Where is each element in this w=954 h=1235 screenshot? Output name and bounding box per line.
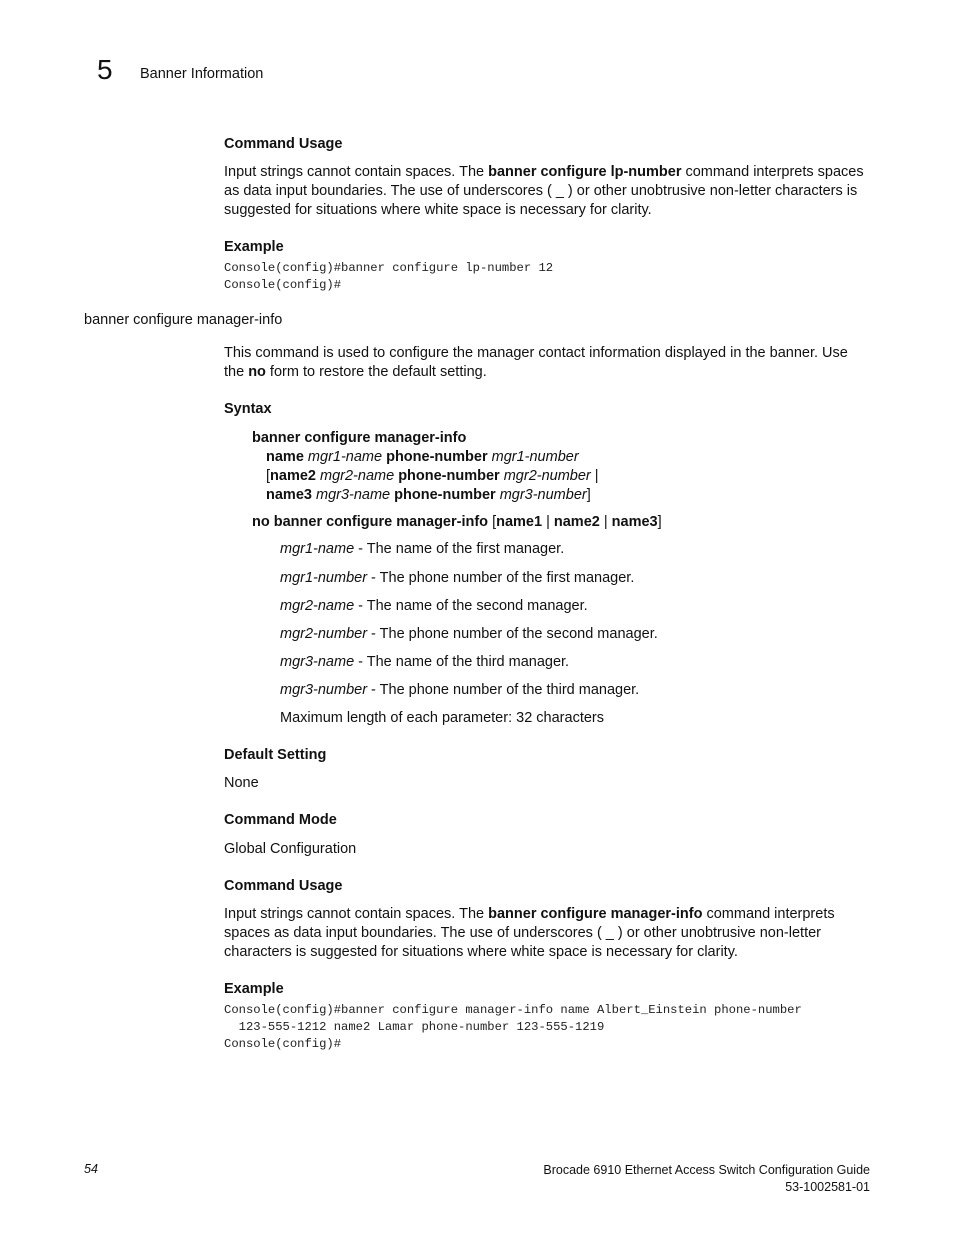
param-mgr1-name: mgr1-name - The name of the first manager. — [280, 541, 565, 557]
example-code-1: Console(config)#banner configure lp-number 12 Console(config)# — [224, 261, 554, 292]
param-mgr3-number: mgr3-number - The phone number of the third manager. — [280, 682, 640, 698]
example-code-2: Console(config)#banner configure manager-info name Albert_Einstein phone-number 123-555-1212 name2 Lamar phone-number 123-555-1219 Console(config)# — [224, 1003, 802, 1051]
syntax-block: banner configure manager-info name mgr1-name phone-number mgr1-number [name2 mgr2-name phone-number mgr2-number | name3 mgr3-name phone-number mgr3-number] — [252, 430, 599, 503]
max-length-note: Maximum length of each parameter: 32 characters — [280, 710, 604, 726]
command-usage-heading-1: Command Usage — [224, 136, 343, 152]
guide-title: Brocade 6910 Ethernet Access Switch Configuration Guide — [543, 1163, 870, 1177]
inline-command: banner configure manager-info — [488, 906, 703, 922]
command-title: banner configure manager-info — [84, 312, 283, 328]
footer-doc-info — [543, 1162, 870, 1196]
command-description: This command is used to configure the manager contact information displayed in the banner. Use the no form to restore the default setting. — [224, 345, 848, 380]
syntax-heading: Syntax — [224, 401, 272, 417]
inline-command: banner configure lp-number — [488, 164, 682, 180]
doc-number: 53-1002581-01 — [785, 1180, 870, 1194]
chapter-title: Banner Information — [140, 66, 264, 82]
example-heading-2: Example — [224, 981, 284, 997]
command-mode-value: Global Configuration — [224, 841, 357, 857]
command-usage-text-2: Input strings cannot contain spaces. The banner configure manager-info command interprets spaces as data input boundaries. The use of underscores ( _ ) or other unobtrusive non-letter characters is suggested for situations where white space is necessary for clarity. — [224, 906, 835, 960]
default-setting-value: None — [224, 775, 259, 791]
param-mgr2-name: mgr2-name - The name of the second manager. — [280, 598, 588, 614]
no-form-syntax: no banner configure manager-info [name1 | name2 | name3] — [252, 514, 662, 530]
param-mgr2-number: mgr2-number - The phone number of the second manager. — [280, 626, 658, 642]
param-mgr3-name: mgr3-name - The name of the third manager. — [280, 654, 570, 670]
command-mode-heading: Command Mode — [224, 812, 337, 828]
param-mgr1-number: mgr1-number - The phone number of the first manager. — [280, 570, 635, 586]
page-number: 54 — [84, 1162, 98, 1176]
command-usage-text-1: Input strings cannot contain spaces. The banner configure lp-number command interprets spaces as data input boundaries. The use of underscores ( _ ) or other unobtrusive non-letter characters is suggested for situations where white space is necessary for clarity. — [224, 164, 864, 218]
command-usage-heading-2: Command Usage — [224, 878, 343, 894]
chapter-number: 5 — [97, 54, 113, 85]
default-setting-heading: Default Setting — [224, 747, 327, 763]
example-heading-1: Example — [224, 239, 284, 255]
